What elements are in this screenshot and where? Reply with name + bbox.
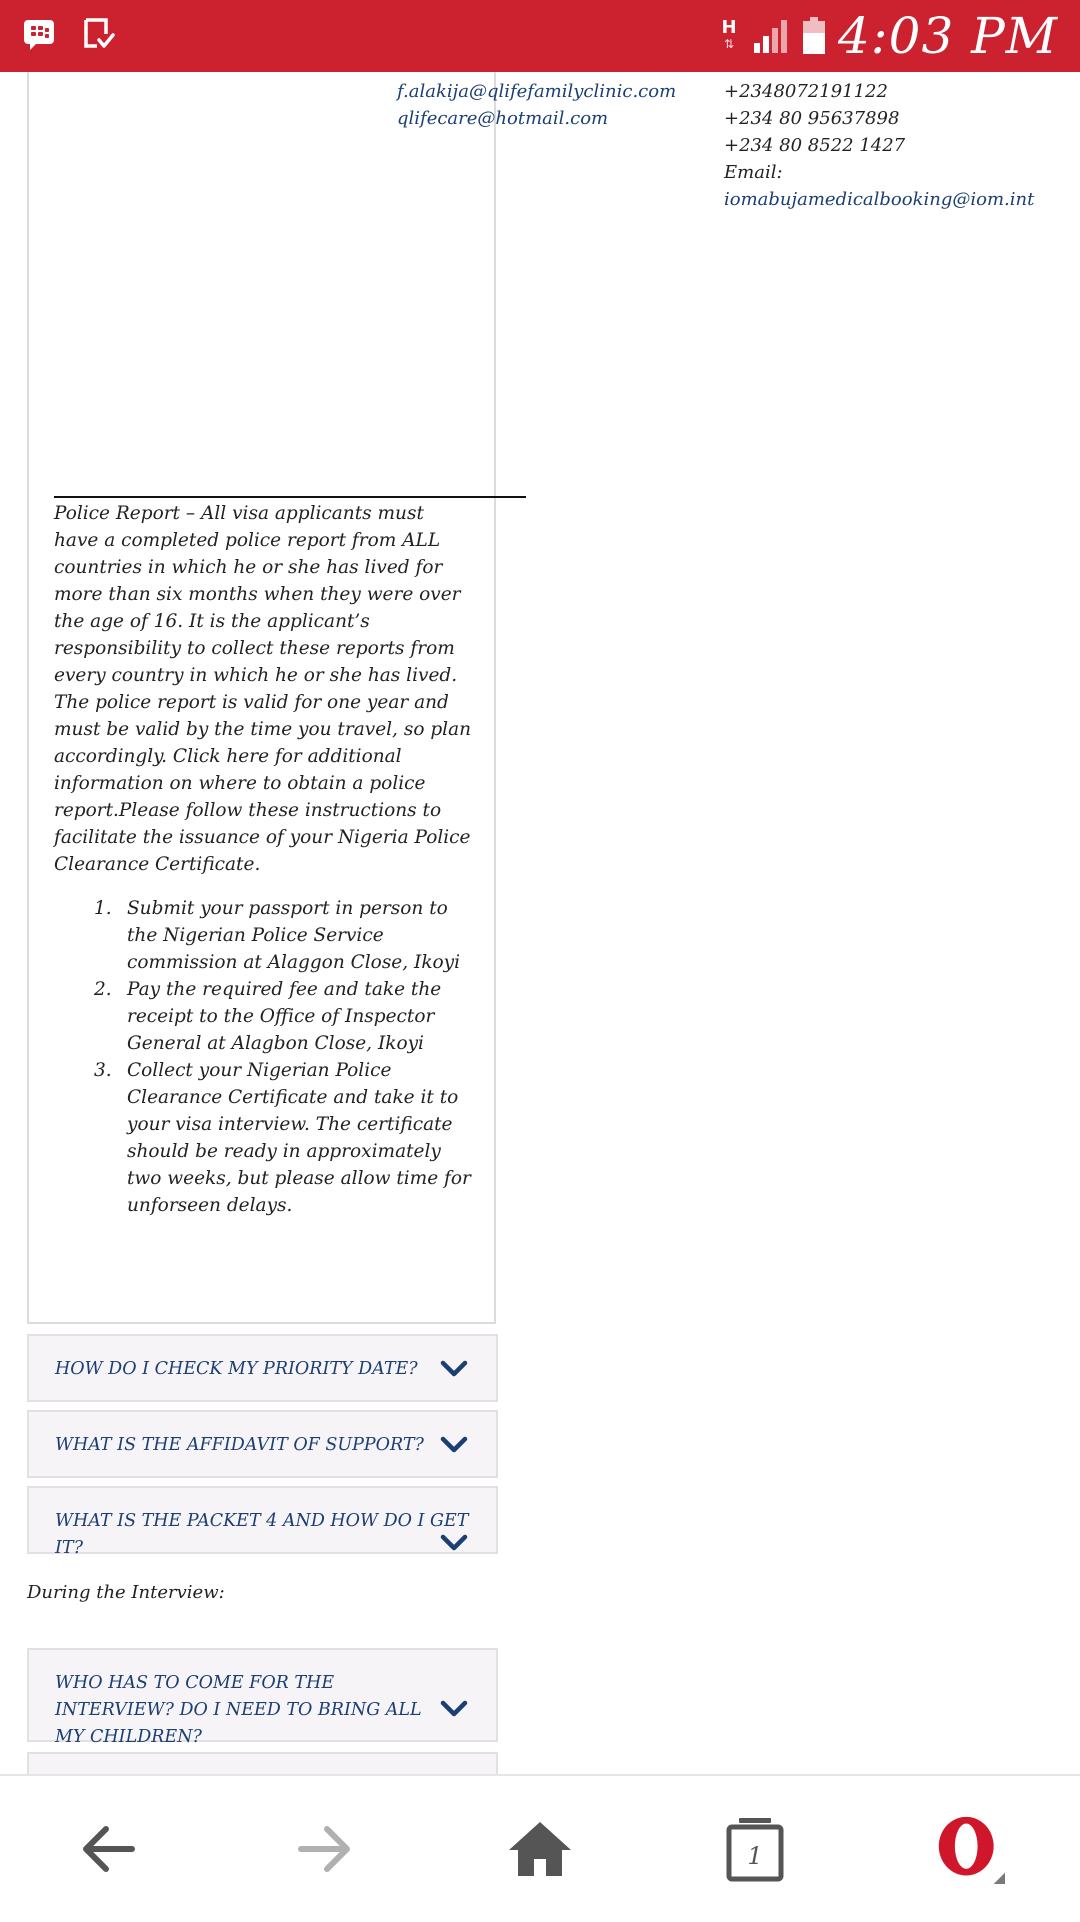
iom-email-label: Email:	[724, 162, 783, 183]
download-icon	[80, 16, 116, 52]
tabs-button[interactable]	[720, 1814, 790, 1884]
list-item: 3. Collect your Nigerian Police Clearance Certificate and take it to your visa interview. The certificate should be ready in approximately two weeks, but please allow time for unforseen delays.	[94, 1060, 471, 1216]
signal-icon	[752, 19, 790, 53]
iom-phone-1: +2348072191122	[724, 81, 888, 102]
clinic-contact-column	[397, 78, 676, 132]
home-button[interactable]	[505, 1814, 575, 1884]
browser-bottom-nav	[0, 1774, 1080, 1922]
svg-text:1: 1	[747, 1842, 763, 1870]
network-type-indicator: H ⇅	[718, 20, 740, 52]
data-arrows-icon: ⇅	[723, 37, 735, 51]
faq-priority-date[interactable]	[27, 1334, 498, 1402]
clinic-email-link-1[interactable]: f.alakija@qlifefamilyclinic.com	[397, 81, 677, 102]
back-button[interactable]	[73, 1814, 143, 1884]
police-report-paragraph: Police Report – All visa applicants must have a completed police report from ALL countries in which he or she has lived for more than six months when they were over the age of 16. It is the applicant’s responsibility to collect these reports from every country in which he or she has lived. The police report is valid for one year and must be valid by the time you travel, so plan accordingly. Click here for additional information on where to obtain a police report.Please follow these instructions to facilitate the issuance of your Nigeria Police Clearance Certificate.	[54, 503, 472, 875]
status-bar	[0, 0, 1080, 72]
back-arrow-icon	[80, 1824, 136, 1874]
bbm-icon	[22, 16, 58, 52]
during-interview-heading: During the Interview:	[27, 1582, 225, 1603]
web-page-content[interactable]	[0, 72, 1080, 1774]
iom-phone-2: +234 80 95637898	[724, 108, 900, 129]
home-icon	[507, 1820, 573, 1878]
opera-icon	[935, 1812, 1005, 1886]
faq-question: WHO HAS TO COME FOR THE INTERVIEW? DO I NEED TO BRING ALL MY CHILDREN?	[55, 1673, 422, 1747]
iom-email-link[interactable]: iomabujamedicalbooking@iom.int	[724, 189, 1035, 210]
clock: 4:03 PM	[837, 7, 1058, 65]
forward-button[interactable]	[290, 1814, 360, 1884]
police-steps-list	[94, 895, 474, 1219]
list-item: 1. Submit your passport in person to the Nigerian Police Service commission at Alaggon Close, Ikoyi	[94, 898, 461, 973]
list-item: 2. Pay the required fee and take the receipt to the Office of Inspector General at Alagbon Close, Ikoyi	[94, 979, 442, 1054]
faq-question: WHAT IS THE AFFIDAVIT OF SUPPORT?	[55, 1435, 424, 1455]
faq-packet-4[interactable]	[27, 1486, 498, 1558]
faq-affidavit[interactable]	[27, 1410, 498, 1478]
tabs-icon	[725, 1816, 785, 1882]
faq-question: WHAT IS THE PACKET 4 AND HOW DO I GET IT?	[55, 1511, 469, 1558]
faq-who-comes[interactable]	[27, 1648, 498, 1747]
chevron-down-icon	[440, 1436, 468, 1454]
faq-question: HOW DO I CHECK MY PRIORITY DATE?	[55, 1359, 418, 1379]
section-divider	[54, 496, 526, 498]
iom-contact-column	[724, 78, 1034, 213]
police-report-text	[54, 500, 474, 878]
chevron-down-icon	[440, 1700, 468, 1718]
forward-arrow-icon	[297, 1824, 353, 1874]
chevron-down-icon	[440, 1534, 468, 1552]
opera-menu-button[interactable]	[935, 1814, 1005, 1884]
chevron-down-icon	[440, 1360, 468, 1378]
faq-next-partial[interactable]	[27, 1752, 498, 1774]
clinic-email-link-2[interactable]: qlifecare@hotmail.com	[397, 108, 609, 129]
battery-icon	[802, 17, 826, 55]
iom-phone-3: +234 80 8522 1427	[724, 135, 906, 156]
